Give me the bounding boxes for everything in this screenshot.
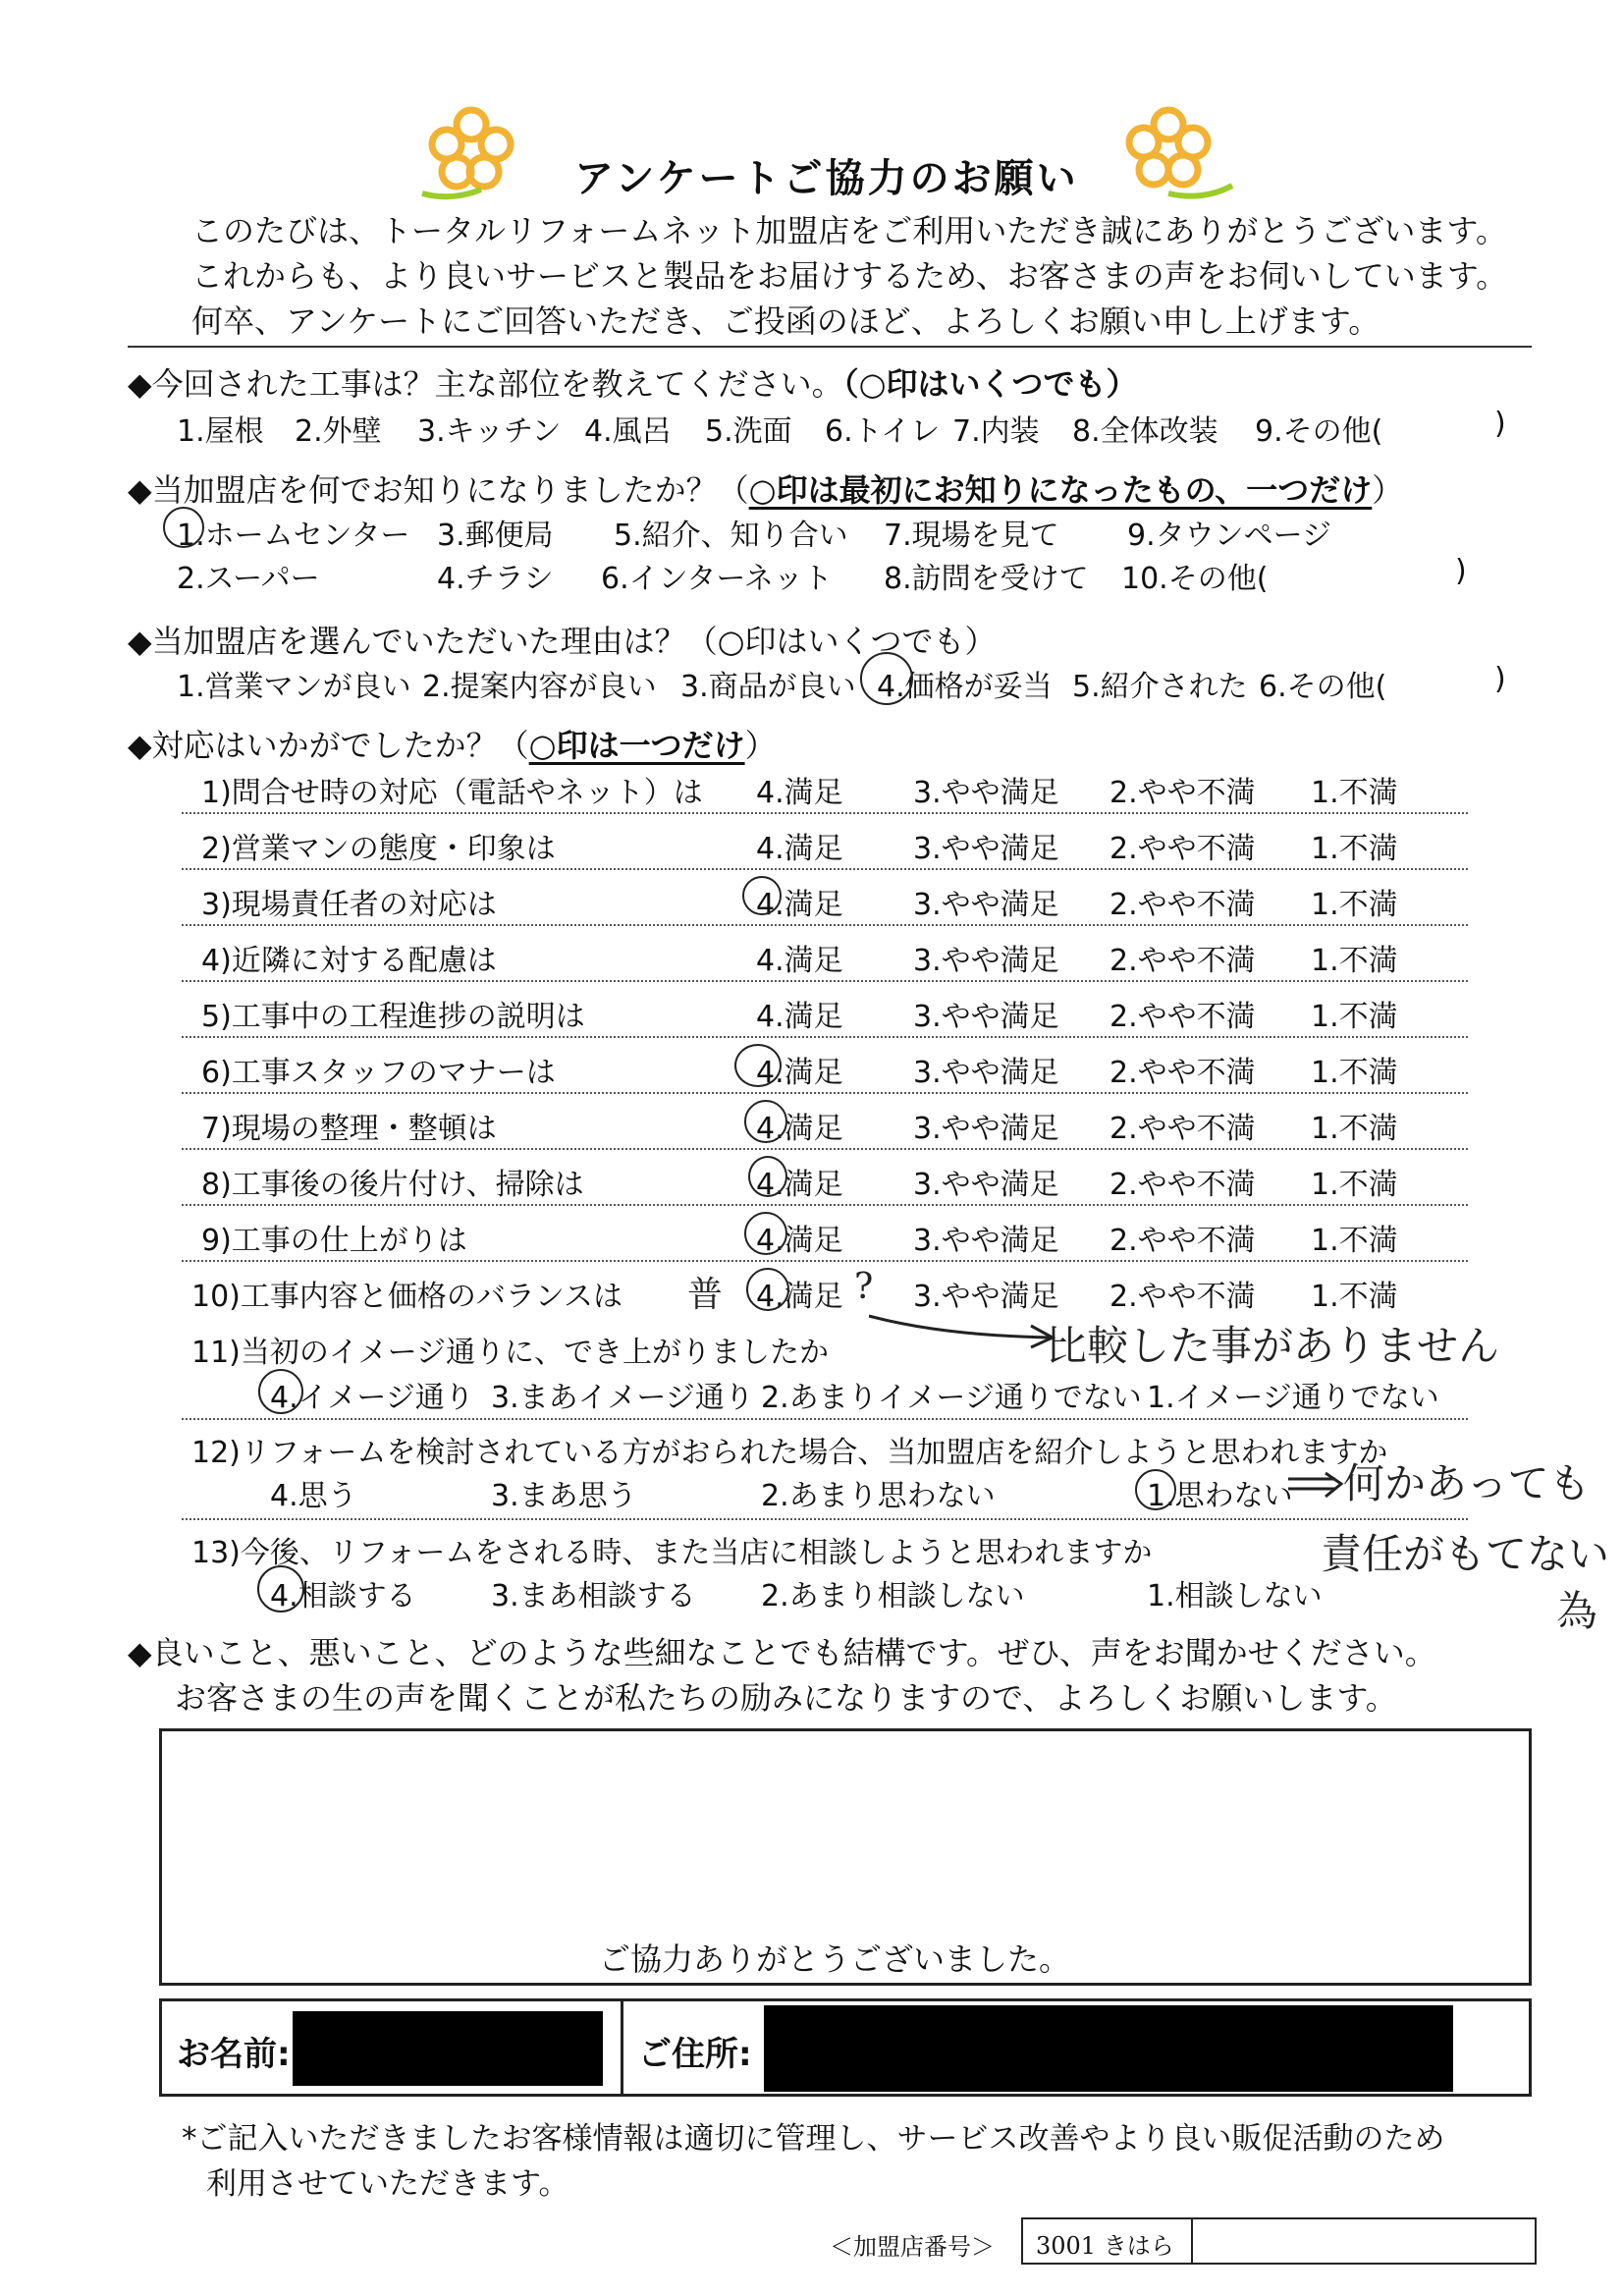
source-town-page[interactable]: 9.タウンページ [1127, 519, 1332, 553]
row-divider-7 [182, 1148, 1468, 1150]
reason-proposal[interactable]: 2.提案内容が良い [422, 670, 657, 704]
source-saw-site[interactable]: 7.現場を見て [884, 519, 1059, 553]
answer-circle-rating-3 [742, 876, 782, 915]
rating-8-option-1[interactable]: 1.不満 [1311, 1168, 1398, 1202]
option-interior[interactable]: 7.内装 [952, 414, 1040, 449]
source-flyer[interactable]: 4.チラシ [437, 562, 554, 596]
row-divider-9 [182, 1260, 1468, 1262]
handwritten-q12-note-3: 為 [1556, 1587, 1598, 1635]
q11-option-3[interactable]: 3.まあイメージ通り [491, 1381, 754, 1415]
answer-circle-q13 [257, 1565, 304, 1613]
option-kitchen[interactable]: 3.キッチン [417, 414, 562, 449]
source-other-close: ) [1455, 554, 1467, 588]
flower-icon-left [412, 103, 520, 201]
intro-line-1: このたびは、トータルリフォームネット加盟店をご利用いただき誠にありがとうございます。 [191, 212, 1507, 249]
answer-circle-reason [860, 652, 913, 705]
rating-question-7: 7)現場の整理・整頓は [201, 1112, 497, 1146]
rating-question-10: 10)工事内容と価格のバランスは [191, 1280, 622, 1314]
rating-5-option-4[interactable]: 4.満足 [756, 1000, 843, 1034]
q13-option-2[interactable]: 2.あまり相談しない [761, 1579, 1025, 1613]
answer-circle-rating-8 [748, 1156, 787, 1197]
row-divider-8 [182, 1204, 1468, 1206]
rating-1-option-3[interactable]: 3.やや満足 [913, 776, 1059, 810]
name-field-redacted[interactable] [293, 2011, 603, 2086]
handwritten-q10-mark: ? [854, 1267, 874, 1307]
rating-8-option-3[interactable]: 3.やや満足 [913, 1168, 1059, 1202]
rating-10-option-4[interactable]: 4.満足 [756, 1280, 843, 1314]
row-divider-4 [182, 980, 1468, 982]
row-divider-5 [182, 1036, 1468, 1038]
question-12-text: 12)リフォームを検討されている方がおられた場合、当加盟店を紹介しようと思われますか [191, 1436, 1388, 1470]
member-number-value: 3001 きはら [1036, 2232, 1174, 2260]
thanks-text: ご協力ありがとうございました。 [599, 1941, 1071, 1978]
rating-3-option-3[interactable]: 3.やや満足 [913, 888, 1059, 922]
source-post-office[interactable]: 3.郵便局 [437, 519, 554, 553]
rating-2-option-4[interactable]: 4.満足 [756, 832, 843, 866]
q13-option-1[interactable]: 1.相談しない [1147, 1579, 1323, 1613]
source-internet[interactable]: 6.インターネット [601, 562, 833, 596]
rating-4-option-3[interactable]: 3.やや満足 [913, 944, 1059, 978]
option-bath[interactable]: 4.風呂 [584, 414, 672, 449]
rating-8-option-2[interactable]: 2.やや不満 [1109, 1168, 1256, 1202]
rating-4-option-2[interactable]: 2.やや不満 [1109, 944, 1256, 978]
question-11-text: 11)当初のイメージ通りに、でき上がりましたか [191, 1336, 829, 1370]
reason-sales-person[interactable]: 1.営業マンが良い [177, 670, 411, 704]
rating-7-option-4[interactable]: 4.満足 [756, 1112, 843, 1146]
q12-option-3[interactable]: 3.まあ思う [491, 1479, 637, 1513]
option-roof[interactable]: 1.屋根 [177, 414, 264, 449]
rating-question-5: 5)工事中の工程進捗の説明は [201, 1000, 585, 1034]
reason-other[interactable]: 6.その他( [1259, 670, 1387, 704]
rating-6-option-3[interactable]: 3.やや満足 [913, 1056, 1059, 1090]
row-divider-2 [182, 868, 1468, 870]
rating-10-option-2[interactable]: 2.やや不満 [1109, 1280, 1256, 1314]
option-other-close: ) [1494, 407, 1506, 441]
rating-question-9: 9)工事の仕上がりは [201, 1224, 467, 1258]
rating-question-8: 8)工事後の後片付け、掃除は [201, 1168, 584, 1202]
row-divider-q11 [182, 1418, 1468, 1420]
q11-option-2[interactable]: 2.あまりイメージ通りでない [761, 1381, 1142, 1415]
address-label: ご住所: [638, 2035, 752, 2074]
member-number-label: ＜加盟店番号＞ [830, 2233, 995, 2261]
option-washroom[interactable]: 5.洗面 [705, 414, 792, 449]
row-divider-6 [182, 1092, 1468, 1094]
comments-heading: ◆良いこと、悪いこと、どのような些細なことでも結構です。ぜひ、声をお聞かせください。 [128, 1634, 1436, 1671]
rating-2-option-2[interactable]: 2.やや不満 [1109, 832, 1256, 866]
rating-5-option-1[interactable]: 1.不満 [1311, 1000, 1398, 1034]
rating-7-option-2[interactable]: 2.やや不満 [1109, 1112, 1256, 1146]
reason-product[interactable]: 3.商品が良い [680, 670, 856, 704]
q11-option-1[interactable]: 1.イメージ通りでない [1147, 1381, 1439, 1415]
q12-option-2[interactable]: 2.あまり思わない [761, 1479, 996, 1513]
handwritten-q12-note-1: 何かあっても [1343, 1459, 1591, 1507]
intro-line-2: これからも、より良いサービスと製品をお届けするため、お客さまの声をお伺いしています。 [191, 257, 1508, 295]
address-field-redacted[interactable] [764, 2005, 1453, 2092]
rating-1-option-2[interactable]: 2.やや不満 [1109, 776, 1256, 810]
handwritten-q10-side: 普 [687, 1275, 724, 1315]
rating-question-4: 4)近隣に対する配慮は [201, 944, 497, 978]
rating-1-option-4[interactable]: 4.満足 [756, 776, 843, 810]
rating-3-option-4[interactable]: 4.満足 [756, 888, 843, 922]
rating-3-option-1[interactable]: 1.不満 [1311, 888, 1398, 922]
rating-10-option-1[interactable]: 1.不満 [1311, 1280, 1398, 1314]
option-exterior-wall[interactable]: 2.外壁 [295, 414, 382, 449]
question-13-text: 13)今後、リフォームをされる時、また当店に相談しようと思われますか [191, 1536, 1153, 1570]
q12-option-1[interactable]: 1.思わない [1147, 1479, 1293, 1513]
answer-circle-q12 [1135, 1469, 1176, 1510]
option-toilet[interactable]: 6.トイレ [825, 414, 941, 449]
answer-circle-rating-9 [744, 1212, 787, 1255]
rating-5-option-3[interactable]: 3.やや満足 [913, 1000, 1059, 1034]
rating-9-option-3[interactable]: 3.やや満足 [913, 1224, 1059, 1258]
rating-question-2: 2)営業マンの態度・印象は [201, 832, 556, 866]
header-divider [128, 346, 1532, 348]
reason-price[interactable]: 4.価格が妥当 [877, 670, 1053, 704]
row-divider-3 [182, 924, 1468, 926]
row-divider-1 [182, 812, 1468, 814]
answer-circle-rating-6 [734, 1044, 782, 1087]
answer-circle-rating-10 [746, 1268, 789, 1311]
answer-circle-q11 [258, 1369, 303, 1414]
name-label: お名前: [177, 2035, 291, 2074]
rating-9-option-4[interactable]: 4.満足 [756, 1224, 843, 1258]
rating-6-option-2[interactable]: 2.やや不満 [1109, 1056, 1256, 1090]
q11-option-4[interactable]: 4.イメージ通り [270, 1381, 474, 1415]
rating-5-option-2[interactable]: 2.やや不満 [1109, 1000, 1256, 1034]
answer-circle-source [163, 507, 204, 548]
rating-8-option-4[interactable]: 4.満足 [756, 1168, 843, 1202]
q13-option-3[interactable]: 3.まあ相談する [491, 1579, 696, 1613]
rating-9-option-1[interactable]: 1.不満 [1311, 1224, 1398, 1258]
rating-question-3: 3)現場責任者の対応は [201, 888, 497, 922]
handwritten-arrow-q11 [864, 1306, 1060, 1355]
row-divider-q12 [182, 1518, 1468, 1520]
rating-6-option-1[interactable]: 1.不満 [1311, 1056, 1398, 1090]
rating-question-6: 6)工事スタッフのマナーは [201, 1056, 556, 1090]
question-parts-heading: ◆今回された工事は？主な部位を教えてください。（○印はいくつでも） [128, 365, 1138, 403]
question-service-heading: ◆対応はいかがでしたか？（○印は一つだけ） [128, 727, 777, 764]
handwritten-arrow-q12 [1286, 1471, 1345, 1501]
page-title: アンケートご協力のお願い [574, 156, 1079, 201]
option-other[interactable]: 9.その他( [1255, 414, 1383, 449]
privacy-notice-2: 利用させていただきます。 [206, 2166, 569, 2202]
customer-info-divider [621, 1998, 623, 2097]
handwritten-q12-note-2: 責任がもてない [1321, 1530, 1610, 1578]
rating-9-option-2[interactable]: 2.やや不満 [1109, 1224, 1256, 1258]
question-reason-heading: ◆当加盟店を選んでいただいた理由は？（○印はいくつでも） [128, 623, 997, 660]
privacy-notice-1: *ご記入いただきましたお客様情報は適切に管理し、サービス改善やより良い販促活動のため [182, 2121, 1445, 2157]
rating-6-option-4[interactable]: 4.満足 [756, 1056, 843, 1090]
reason-other-close: ) [1494, 662, 1506, 696]
rating-2-option-3[interactable]: 3.やや満足 [913, 832, 1059, 866]
rating-7-option-1[interactable]: 1.不満 [1311, 1112, 1398, 1146]
member-number-divider [1191, 2217, 1193, 2265]
source-home-center[interactable]: 1.ホームセンター [177, 519, 410, 553]
rating-3-option-2[interactable]: 2.やや不満 [1109, 888, 1256, 922]
rating-7-option-3[interactable]: 3.やや満足 [913, 1112, 1059, 1146]
rating-2-option-1[interactable]: 1.不満 [1311, 832, 1398, 866]
handwritten-q11-note: 比較した事がありません [1046, 1322, 1500, 1370]
source-visit[interactable]: 8.訪問を受けて [884, 562, 1089, 596]
rating-4-option-4[interactable]: 4.満足 [756, 944, 843, 978]
rating-4-option-1[interactable]: 1.不満 [1311, 944, 1398, 978]
rating-10-option-3[interactable]: 3.やや満足 [913, 1280, 1059, 1314]
rating-question-1: 1)問合せ時の対応（電話やネット）は [201, 776, 703, 810]
answer-circle-rating-7 [744, 1100, 787, 1143]
question-source-heading: ◆当加盟店を何でお知りになりましたか？（○印は最初にお知りになったもの、一つだけ） [128, 471, 1404, 509]
q12-option-4[interactable]: 4.思う [270, 1479, 357, 1513]
source-other[interactable]: 10.その他( [1121, 562, 1269, 596]
option-full-renovation[interactable]: 8.全体改装 [1072, 414, 1218, 449]
flower-icon-right [1114, 103, 1242, 201]
source-referral[interactable]: 5.紹介、知り合い [614, 519, 848, 553]
comments-subheading: お客さまの生の声を聞くことが私たちの励みになりますので、よろしくお願いします。 [175, 1679, 1397, 1717]
source-supermarket[interactable]: 2.スーパー [177, 562, 320, 596]
reason-referred[interactable]: 5.紹介された [1072, 670, 1248, 704]
intro-line-3: 何卒、アンケートにご回答いただき、ご投函のほど、よろしくお願い申し上げます。 [191, 302, 1380, 340]
rating-1-option-1[interactable]: 1.不満 [1311, 776, 1398, 810]
q13-option-4[interactable]: 4.相談する [270, 1579, 416, 1613]
